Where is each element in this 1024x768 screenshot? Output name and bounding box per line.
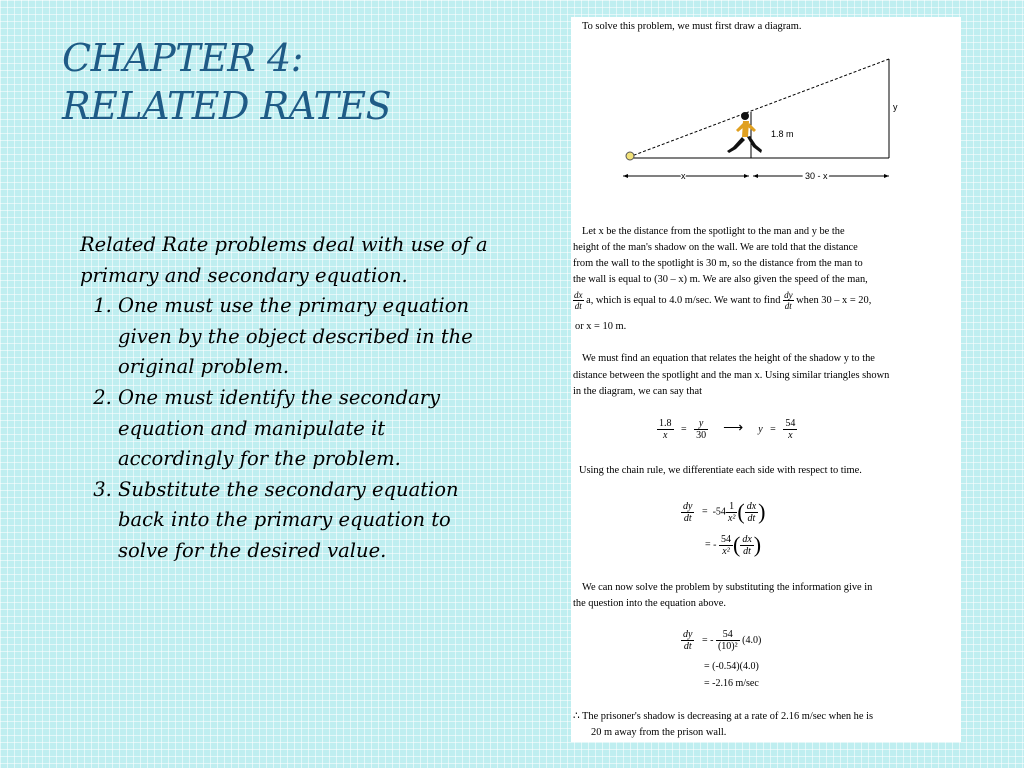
solution-equation-line3: = -2.16 m/sec — [704, 678, 759, 689]
spotlight-icon — [626, 152, 634, 160]
para1-line: or x = 10 m. — [575, 321, 627, 332]
solution-equation-line1: $\frac{dy}{dt}$ = - $\frac{54}{\text{(10)²}}$ (4.0) — [683, 629, 762, 652]
derivative-equation-line1: $\frac{dy}{dt}$ = -54 $\frac{1}{\text{x²}}$ ( $\frac{dx}{dt}$ ) — [683, 499, 766, 524]
solution-equation-line2: = (-0.54)(4.0) — [704, 661, 759, 672]
light-ray-line — [629, 59, 889, 157]
implies-arrow: ⟶ — [723, 420, 744, 436]
man-height-label: 1.8 m — [771, 129, 794, 139]
para2-line: in the diagram, we can say that — [573, 386, 702, 397]
step-item: 3. Substitute the secondary equation back into the primary equation to solve for the desired value. — [118, 475, 495, 567]
para1-line: from the wall to the spotlight is 30 m, so the distance from the man to — [573, 258, 863, 269]
conclusion-line: 20 m away from the prison wall. — [591, 727, 727, 738]
step-item: 1. One must use the primary equation given by the object described in the original problem. — [118, 291, 495, 383]
title-line-2: RELATED RATES — [62, 84, 392, 128]
similar-triangles-equation: $\frac{1.8}{x}$ = $\frac{y}{30}$ ⟶ y = $\frac{54}{x}$ — [659, 418, 796, 441]
conclusion-line: ∴ The prisoner's shadow is decreasing at a rate of 2.16 m/sec when he is — [573, 711, 874, 722]
para4-line: We can now solve the problem by substituting the information give in — [582, 582, 873, 593]
para1-line: Let x be the distance from the spotlight to the man and y be the — [582, 226, 845, 237]
para4-line: the question into the equation above. — [573, 598, 726, 609]
para2-line: distance between the spotlight and the man x. Using similar triangles shown — [573, 370, 890, 381]
chain-rule-text: Using the chain rule, we differentiate each side with respect to time. — [579, 465, 862, 476]
steps-list — [80, 291, 495, 566]
example-intro: To solve this problem, we must first draw a diagram. — [582, 21, 802, 32]
step-item: 2. One must identify the secondary equation and manipulate it accordingly for the problem. — [118, 383, 495, 475]
para1-line: height of the man's shadow on the wall. We are told that the distance — [573, 242, 858, 253]
slide-title — [62, 34, 391, 130]
dydt-fraction: $\frac{dy}{dt}$ — [784, 290, 793, 311]
para2-line: We must find an equation that relates the height of the shadow y to the — [582, 353, 875, 364]
dxdt-fraction: $\frac{dx}{dt}$ — [574, 290, 583, 311]
slide-body — [80, 230, 495, 567]
intro-text: Related Rate problems deal with use of a primary and secondary equation. — [80, 233, 488, 287]
x-dimension-label: x — [681, 171, 686, 181]
derivative-equation-line2: = - $\frac{54}{\text{x²}}$ ( $\frac{dx}{dt}$ ) — [705, 532, 762, 557]
worked-example-panel — [571, 17, 961, 742]
title-line-1: CHAPTER 4: — [62, 36, 303, 80]
para1-line: the wall is equal to (30 – x) m. We are also given the speed of the man, — [573, 274, 868, 285]
spotlight-diagram — [571, 37, 961, 212]
shadow-height-label: y — [893, 102, 898, 112]
remaining-dimension-label: 30 - x — [805, 171, 828, 181]
para1-rate-line: $\frac{dx}{dt}$ a, which is equal to 4.0 m/sec. We want to find $\frac{dy}{dt}$ when 30 – x = 20, — [574, 290, 872, 311]
